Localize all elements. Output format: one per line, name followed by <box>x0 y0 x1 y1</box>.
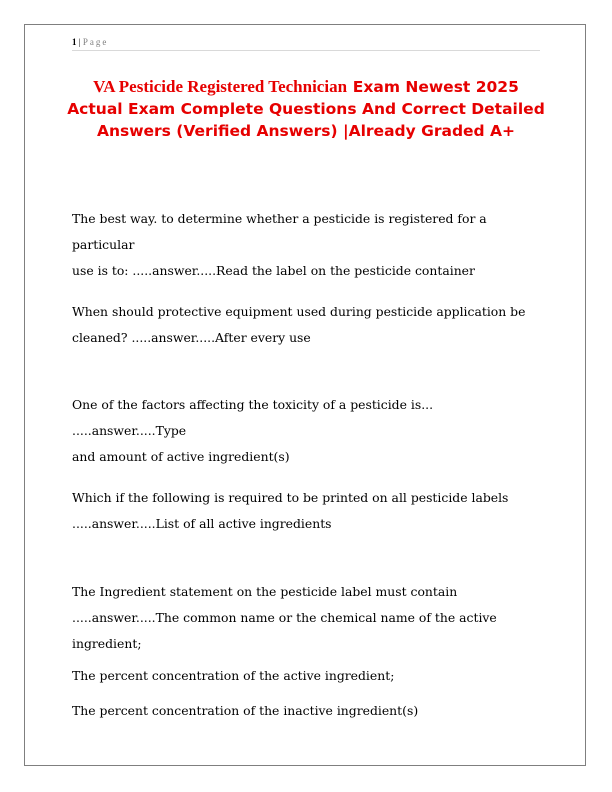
title-part-serif: VA Pesticide Registered Technician <box>93 77 348 96</box>
qa-extra-line-1: The percent concentration of the active ingredient; <box>72 668 395 683</box>
page-separator: | <box>78 37 81 47</box>
page-header <box>72 36 540 51</box>
document-title <box>64 76 548 142</box>
qa-extra-line-2: The percent concentration of the inactive ingredient(s) <box>72 703 419 718</box>
qa-line: The best way. to determine whether a pesticide is registered for a particular <box>72 211 487 252</box>
qa-entry-3 <box>72 392 542 470</box>
qa-entry-2 <box>72 299 542 351</box>
qa-line: One of the factors affecting the toxicity of a pesticide is... .....answer.....Type <box>72 397 434 438</box>
qa-line: Which if the following is required to be printed on all pesticide labels <box>72 490 509 505</box>
qa-line: use is to: .....answer.....Read the label on the pesticide container <box>72 263 475 278</box>
qa-entry-5 <box>72 579 542 657</box>
qa-line: The Ingredient statement on the pesticide label must contain <box>72 584 458 599</box>
qa-line: cleaned? .....answer.....After every use <box>72 330 311 345</box>
qa-line: When should protective equipment used during pesticide application be <box>72 304 526 319</box>
qa-line: and amount of active ingredient(s) <box>72 449 290 464</box>
qa-line: .....answer.....The common name or the chemical name of the active <box>72 610 497 625</box>
qa-line: ingredient; <box>72 636 142 651</box>
page-label: Page <box>82 37 109 47</box>
qa-entry-4 <box>72 485 542 537</box>
qa-line: .....answer.....List of all active ingredients <box>72 516 332 531</box>
title-part-sans: Exam Newest 2025 Actual Exam Complete Questions And Correct Detailed Answers (Verified Answers) |Already Graded A+ <box>67 78 545 140</box>
qa-entry-1 <box>72 206 542 284</box>
page-number: 1 <box>72 37 77 47</box>
